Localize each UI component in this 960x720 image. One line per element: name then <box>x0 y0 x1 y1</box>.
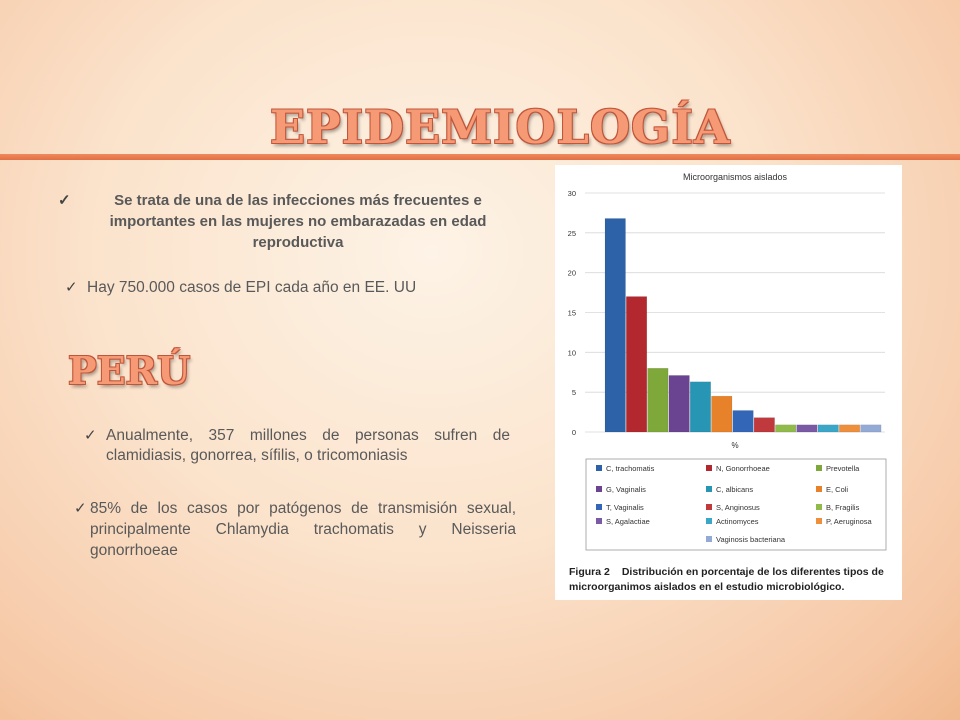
legend-label: Vaginosis bacteriana <box>716 535 786 544</box>
slide-title: EPIDEMIOLOGÍA <box>270 100 731 154</box>
legend-label: T, Vaginalis <box>606 503 644 512</box>
legend-swatch <box>816 504 822 510</box>
legend-label: C, albicans <box>716 485 754 494</box>
bullet-text: 85% de los casos por patógenos de transmisión sexual, principalmente Chlamydia trachomatis y Neisseria gonorrhoeae <box>90 500 516 559</box>
bar-t-vaginalis <box>733 410 754 432</box>
bar-chart <box>555 165 902 565</box>
bar-vaginosis-bacteriana <box>861 425 882 432</box>
y-tick-label: 20 <box>567 268 576 278</box>
bullet-text: Anualmente, 357 millones de personas sufren de clamidiasis, gonorrea, sífilis, o tricomoniasis <box>106 427 510 464</box>
legend-swatch <box>706 504 712 510</box>
bar-c-trachomatis <box>605 218 626 432</box>
bar-n-gonorrhoeae <box>626 297 647 432</box>
legend-label: Prevotella <box>826 464 860 473</box>
bar-prevotella <box>648 368 669 432</box>
y-tick-label: 5 <box>571 388 576 398</box>
section-title-peru: PERÚ <box>68 348 191 393</box>
y-tick-label: 0 <box>571 428 576 437</box>
check-icon: ✓ <box>84 427 97 444</box>
chart-figure <box>555 165 902 600</box>
legend-swatch <box>706 465 712 471</box>
bar-b-fragilis <box>775 425 796 432</box>
check-icon: ✓ <box>65 279 78 296</box>
y-tick-label: 10 <box>567 348 576 358</box>
bar-actinomyces <box>818 425 839 432</box>
legend-label: Actinomyces <box>716 517 759 526</box>
legend-swatch <box>706 536 712 542</box>
bar-s-agalactiae <box>797 425 818 432</box>
title-divider <box>0 154 960 160</box>
check-icon: ✓ <box>74 500 87 517</box>
bullet-text: Se trata de una de las infecciones más frecuentes e importantes en las mujeres no embarazadas en edad reproductiva <box>109 192 487 251</box>
check-icon: ✓ <box>58 192 71 209</box>
x-axis-label: % <box>731 441 739 450</box>
legend-label: B, Fragilis <box>826 503 860 512</box>
legend-label: S, Agalactiae <box>606 517 650 526</box>
legend-swatch <box>596 518 602 524</box>
caption-text: Distribución en porcentaje de los diferentes tipos de microorganimos aislados en el estudio microbiológico. <box>569 566 884 593</box>
legend-label: G, Vaginalis <box>606 485 646 494</box>
caption-label: Figura 2 <box>569 566 610 578</box>
bar-s-anginosus <box>754 418 775 432</box>
bar-c-albicans <box>690 382 711 432</box>
bullet-text: Hay 750.000 casos de EPI cada año en EE. UU <box>87 279 417 296</box>
legend-label: S, Anginosus <box>716 503 760 512</box>
bullet-pathogens <box>74 498 516 561</box>
legend-label: C, trachomatis <box>606 464 655 473</box>
bullet-annual-cases <box>84 426 510 466</box>
figure-caption <box>569 565 899 595</box>
legend-swatch <box>706 518 712 524</box>
y-tick-label: 30 <box>567 189 576 198</box>
bar-p-aeruginosa <box>839 425 860 432</box>
legend-swatch <box>596 465 602 471</box>
bar-e-coli <box>712 396 733 432</box>
legend-label: P, Aeruginosa <box>826 517 872 526</box>
y-tick-label: 15 <box>567 308 576 318</box>
bar-g-vaginalis <box>669 375 690 432</box>
legend-swatch <box>816 465 822 471</box>
legend-swatch <box>816 518 822 524</box>
y-tick-label: 25 <box>567 228 576 238</box>
legend-label: N, Gonorrhoeae <box>716 464 770 473</box>
legend-swatch <box>706 486 712 492</box>
legend-swatch <box>816 486 822 492</box>
chart-title: Microorganismos aislados <box>682 172 788 182</box>
bullet-frequent-infection <box>58 190 520 253</box>
legend-swatch <box>596 486 602 492</box>
bullet-epi-cases <box>65 278 505 298</box>
legend-label: E, Coli <box>826 485 849 494</box>
legend-swatch <box>596 504 602 510</box>
